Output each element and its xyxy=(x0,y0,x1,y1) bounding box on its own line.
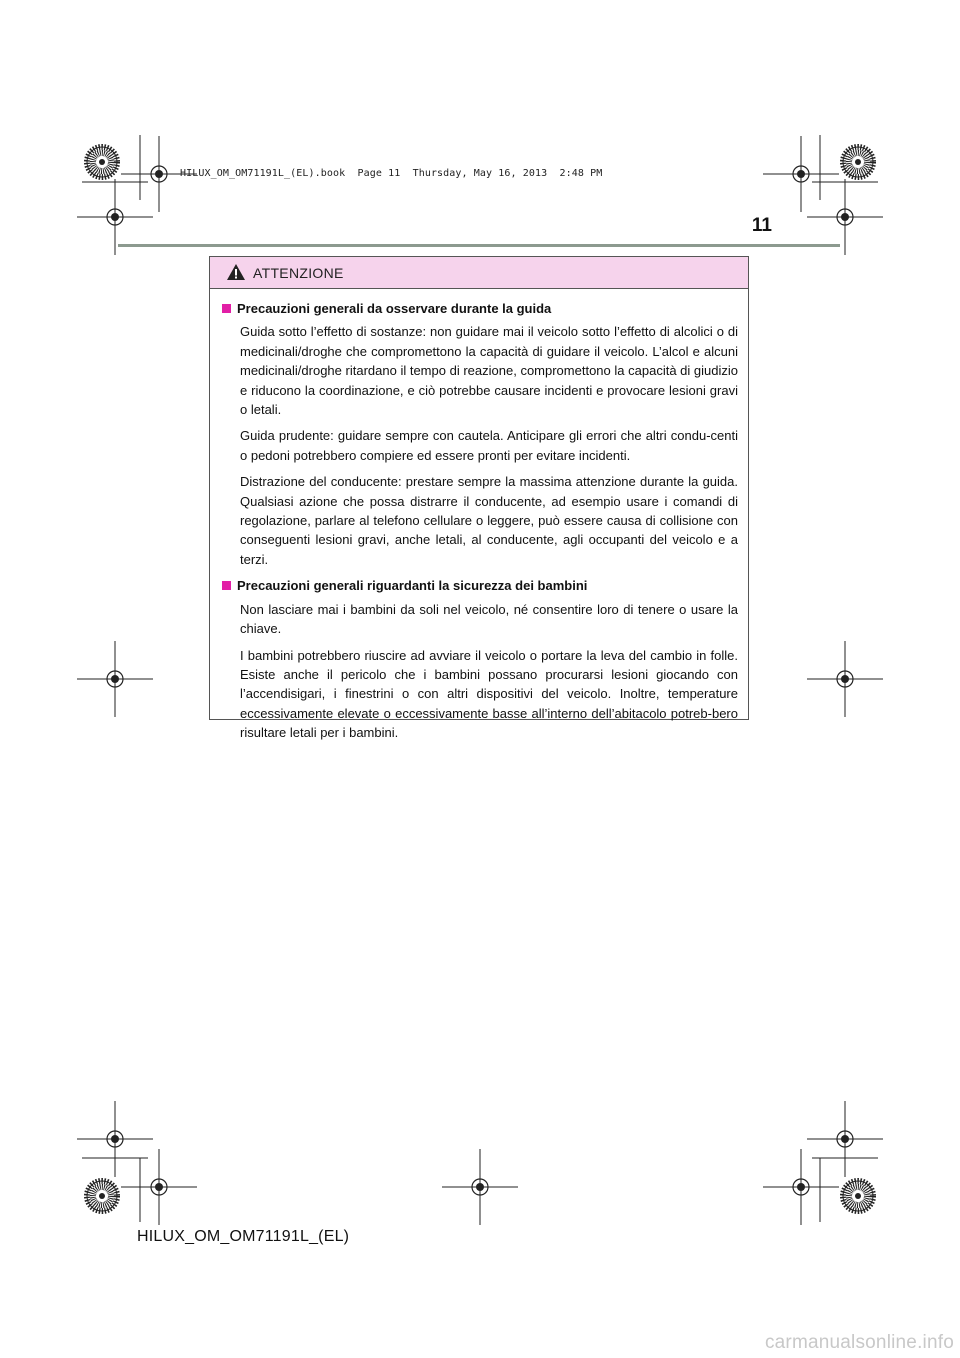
starburst-mark-top-right xyxy=(843,147,873,177)
page-number: 11 xyxy=(751,215,772,236)
paragraph: Guida prudente: guidare sempre con cautela. Anticipare gli errori che altri condu-centi o pedoni potrebbero compiere ed essere pronti per evitare incidenti. xyxy=(240,428,738,463)
crosshair-mark-bottom-left-a xyxy=(77,1101,153,1177)
starburst-mark-top-left xyxy=(87,147,117,177)
crosshair-mark-middle-right xyxy=(807,641,883,717)
paragraph: I bambini potrebbero riuscire ad avviare il veicolo o portare la leva del cambio in folle. Esiste anche il pericolo che i bambini possano procurarsi lesioni giocando con l’accendisigari, i finestrini o con altri dispositivi del veicolo. Inoltre, temperature eccessivamente elevate o eccessivamente basse all’interno dell’abitacolo potreb-bero risultare letali per i bambini. xyxy=(240,647,738,741)
starburst-mark-bottom-right xyxy=(843,1181,873,1211)
crosshair-mark-bottom-center xyxy=(442,1149,518,1225)
section-title xyxy=(222,299,738,318)
paragraph: Non lasciare mai i bambini da soli nel veicolo, né consentire loro di tenere o usare la chiave. xyxy=(240,601,738,637)
warning-title: ATTENZIONE xyxy=(253,264,344,281)
footer-manual-code: HILUX_OM_OM71191L_(EL) xyxy=(137,1228,350,1245)
paragraph: Distrazione del conducente: prestare sempre la massima attenzione durante la guida. Qualsiasi azione che possa distrarre il conducente, ad esempio usare i comandi di regolazione, parlare al telefono cellulare o leggere, può essere causa di collisione con conseguenti lesioni gravi, anche letali, al conducente, agli occupanti del veicolo e a terzi. xyxy=(240,474,738,567)
warning-header xyxy=(210,257,748,289)
square-bullet-icon xyxy=(222,581,231,590)
crosshair-mark-bottom-right-a xyxy=(807,1101,883,1177)
paragraph: Guida sotto l’effetto di sostanze: non guidare mai il veicolo sotto l’effetto di alcolici o di medicinali/droghe che compromettono la capacità di guidare il veicolo. L’alcol e alcuni medicinali/droghe ritardano il tempo di reazione, compromettono la capacità di giudizio e riducono la coordinazione, e ciò potrebbe causare incidenti e provocare lesioni gravi o letali. xyxy=(240,324,738,418)
warning-section-children xyxy=(222,576,738,742)
warning-section-driving xyxy=(222,299,738,569)
site-watermark: carmanualsonline.info xyxy=(764,1332,954,1353)
crosshair-mark-middle-left xyxy=(77,641,153,717)
crosshair-mark-bottom-right-b xyxy=(763,1149,839,1225)
crosshair-mark-top-right-a xyxy=(763,136,839,212)
section-title xyxy=(222,576,738,595)
warning-triangle-icon xyxy=(226,263,246,281)
section-title-text: Precauzioni generali da osservare durante la guida xyxy=(237,301,552,316)
warning-body xyxy=(210,289,748,743)
warning-box xyxy=(209,256,749,741)
starburst-mark-bottom-left xyxy=(87,1181,117,1211)
crosshair-mark-bottom-left-b xyxy=(121,1149,197,1225)
section-title-text: Precauzioni generali riguardanti la sicurezza dei bambini xyxy=(237,578,588,594)
header-rule xyxy=(118,244,840,247)
book-file-header: HILUX_OM_OM71191L_(EL).book Page 11 Thursday, May 16, 2013 2:48 PM xyxy=(180,168,603,179)
square-bullet-icon xyxy=(222,304,231,313)
